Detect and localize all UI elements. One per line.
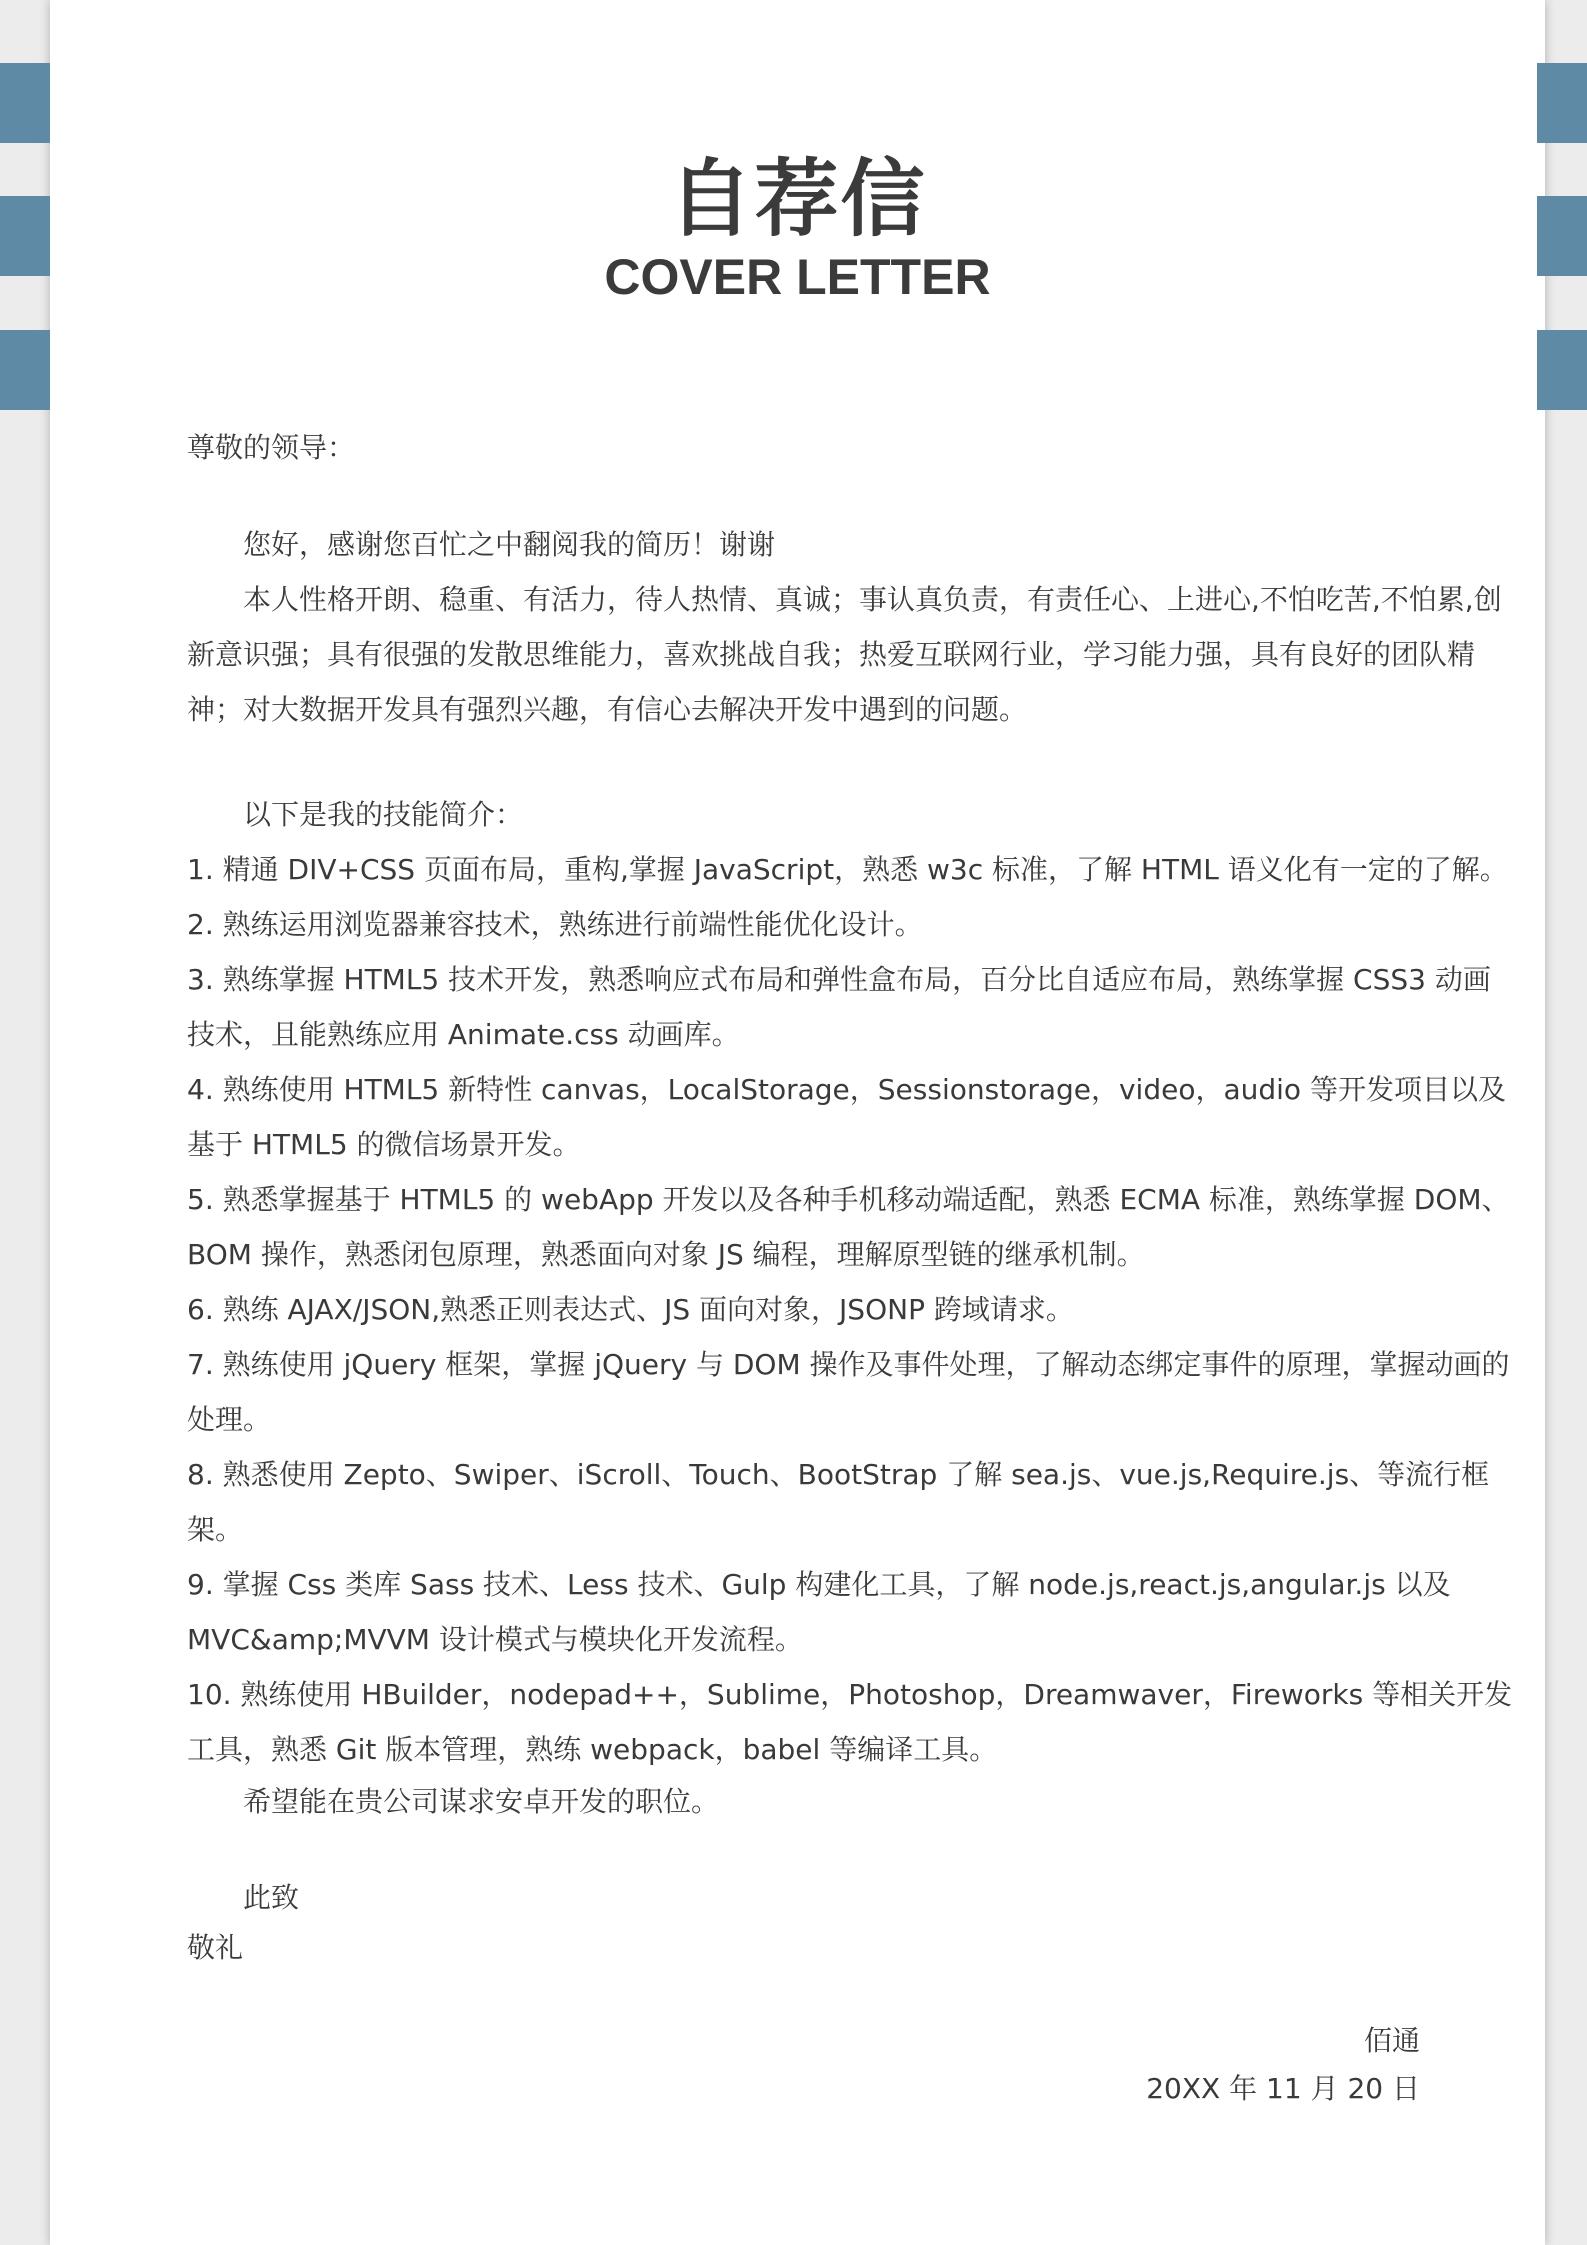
- skill-item-5: 5. 熟悉掌握基于 HTML5 的 webApp 开发以及各种手机移动端适配，熟悉 ECMA 标准，熟练掌握 DOM、BOM 操作，熟悉闭包原理，熟悉面向对象 JS 编程，理解原型链的继承机制。: [187, 1183, 1510, 1271]
- skill-item-8: 8. 熟悉使用 Zepto、Swiper、iScroll、Touch、BootStrap 了解 sea.js、vue.js,Require.js、等流行框架。: [187, 1458, 1490, 1546]
- skill-item-4: 4. 熟练使用 HTML5 新特性 canvas，LocalStorage，Sessionstorage，video，audio 等开发项目以及基于 HTML5 的微信场景开发。: [187, 1073, 1506, 1161]
- letter-page: [50, 0, 1545, 2245]
- page-subtitle: COVER LETTER: [604, 249, 991, 305]
- decor-tab-right-2: [1537, 196, 1587, 276]
- skill-item-9: 9. 掌握 Css 类库 Sass 技术、Less 技术、Gulp 构建化工具，了解 node.js,react.js,angular.js 以及 MVC&amp;MVVM 设计模式与模块化开发流程。: [187, 1568, 1451, 1656]
- skills-list: [187, 842, 1517, 1777]
- intro-section: [187, 517, 1517, 737]
- decor-tab-right-1: [1537, 63, 1587, 143]
- intro-paragraph: 本人性格开朗、稳重、有活力，待人热情、真诚；事认真负责，有责任心、上进心,不怕吃苦,不怕累,创新意识强；具有很强的发散思维能力，喜欢挑战自我；热爱互联网行业，学习能力强，具有良好的团队精神；对大数据开发具有强烈兴趣，有信心去解决开发中遇到的问题。: [187, 583, 1502, 726]
- closing-line-2: 敬礼: [187, 1931, 244, 1964]
- decor-tab-left-3: [0, 330, 50, 410]
- skill-item-1: 1. 精通 DIV+CSS 页面布局，重构,掌握 JavaScript，熟悉 w3c 标准，了解 HTML 语义化有一定的了解。: [187, 853, 1508, 886]
- skill-item-3: 3. 熟练掌握 HTML5 技术开发，熟悉响应式布局和弹性盒布局，百分比自适应布局，熟练掌握 CSS3 动画技术，且能熟练应用 Animate.css 动画库。: [187, 963, 1491, 1051]
- skill-item-6: 6. 熟练 AJAX/JSON,熟悉正则表达式、JS 面向对象，JSONP 跨域请求。: [187, 1293, 1074, 1326]
- decor-tab-right-3: [1537, 330, 1587, 410]
- decor-tab-left-2: [0, 196, 50, 276]
- signature-date: 20XX 年 11 月 20 日: [1146, 2072, 1420, 2105]
- salutation: 尊敬的领导：: [187, 431, 356, 464]
- hope-line: 希望能在贵公司谋求安卓开发的职位。: [243, 1785, 720, 1818]
- greeting: 您好，感谢您百忙之中翻阅我的简历！谢谢: [243, 528, 776, 561]
- page-title: 自荐信: [668, 150, 927, 248]
- skills-intro: 以下是我的技能简介：: [243, 798, 524, 831]
- decor-tab-left-1: [0, 63, 50, 143]
- skill-item-10: 10. 熟练使用 HBuilder，nodepad++，Sublime，Photoshop，Dreamwaver，Fireworks 等相关开发工具，熟悉 Git 版本管理，熟练 webpack，babel 等编译工具。: [187, 1678, 1513, 1766]
- skill-item-2: 2. 熟练运用浏览器兼容技术，熟练进行前端性能优化设计。: [187, 908, 923, 941]
- skill-item-7: 7. 熟练使用 jQuery 框架，掌握 jQuery 与 DOM 操作及事件处理，了解动态绑定事件的原理，掌握动画的处理。: [187, 1348, 1510, 1436]
- signature-name: 佰通: [1363, 2024, 1420, 2057]
- closing-line-1: 此致: [243, 1881, 300, 1914]
